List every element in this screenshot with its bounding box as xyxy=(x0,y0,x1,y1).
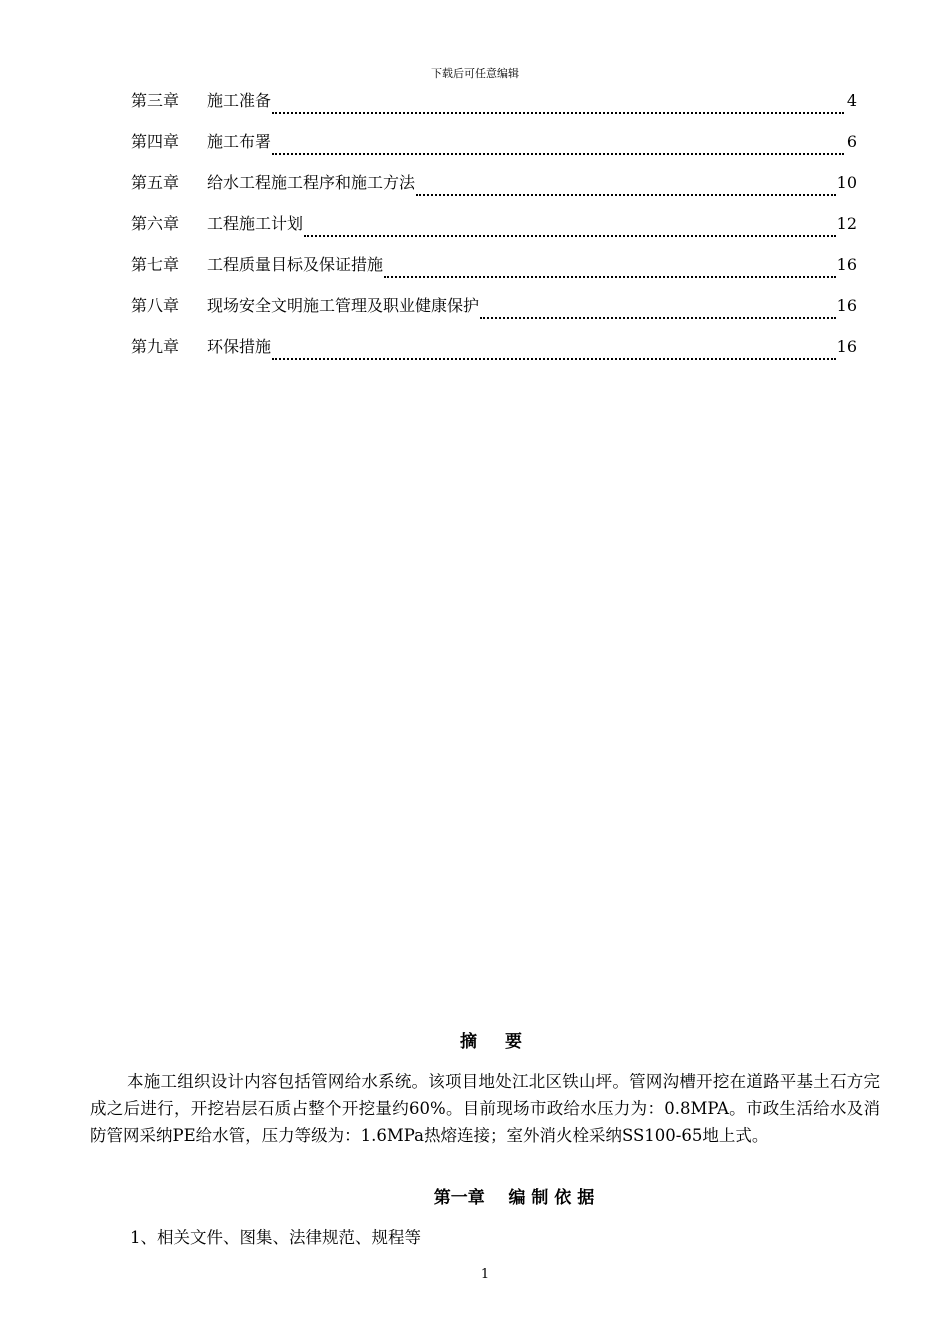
toc-chapter-label: 第七章 xyxy=(131,255,180,274)
toc-page-number: 16 xyxy=(836,296,857,315)
toc-title: 工程质量目标及保证措施 xyxy=(207,255,384,274)
toc-dot-leader xyxy=(272,358,836,360)
toc-page-number: 4 xyxy=(846,91,857,110)
toc-dot-leader xyxy=(272,153,844,155)
toc-dot-leader xyxy=(272,112,844,114)
toc-dot-leader xyxy=(480,317,836,319)
toc-dot-leader xyxy=(416,194,836,196)
toc-chapter-label: 第三章 xyxy=(131,91,180,110)
toc-entry[interactable] xyxy=(131,334,857,375)
page-number: 1 xyxy=(480,1267,490,1282)
toc-entry[interactable] xyxy=(131,88,857,129)
toc-entry[interactable] xyxy=(131,170,857,211)
header-note: 下载后可任意编辑 xyxy=(431,67,519,80)
toc-title: 工程施工计划 xyxy=(207,214,304,233)
toc-page-number: 10 xyxy=(836,173,857,192)
abstract-paragraph: 本施工组织设计内容包括管网给水系统。该项目地处江北区铁山坪。管网沟槽开挖在道路平基土石方完成之后进行，开挖岩层石质占整个开挖量约60%。目前现场市政给水压力为：0.8MPA。市政生活给水及消防管网采纳PE给水管，压力等级为：1.6MPa热熔连接；室外消火栓采纳SS100-65地上式。 xyxy=(90,1072,880,1145)
toc-chapter-label: 第九章 xyxy=(131,337,180,356)
table-of-contents xyxy=(131,88,857,375)
toc-entry[interactable] xyxy=(131,293,857,334)
section-item-1: 1、相关文件、图集、法律规范、规程等 xyxy=(130,1228,421,1247)
toc-dot-leader xyxy=(304,235,836,237)
toc-entry[interactable] xyxy=(131,252,857,293)
toc-title: 现场安全文明施工管理及职业健康保护 xyxy=(207,296,480,315)
toc-entry[interactable] xyxy=(131,129,857,170)
toc-dot-leader xyxy=(384,276,836,278)
toc-page-number: 6 xyxy=(846,132,857,151)
toc-page-number: 16 xyxy=(836,255,857,274)
toc-chapter-label: 第八章 xyxy=(131,296,180,315)
toc-page-number: 12 xyxy=(836,214,857,233)
toc-title: 给水工程施工程序和施工方法 xyxy=(207,173,416,192)
chapter-1-heading: 第一章 编 制 依 据 xyxy=(433,1188,595,1208)
toc-chapter-label: 第六章 xyxy=(131,214,180,233)
toc-entry[interactable] xyxy=(131,211,857,252)
toc-page-number: 16 xyxy=(836,337,857,356)
toc-chapter-label: 第四章 xyxy=(131,132,180,151)
toc-title: 施工准备 xyxy=(207,91,272,110)
toc-title: 施工布署 xyxy=(207,132,272,151)
toc-chapter-label: 第五章 xyxy=(131,173,180,192)
toc-title: 环保措施 xyxy=(207,337,272,356)
abstract-heading: 摘要 xyxy=(460,1032,550,1052)
